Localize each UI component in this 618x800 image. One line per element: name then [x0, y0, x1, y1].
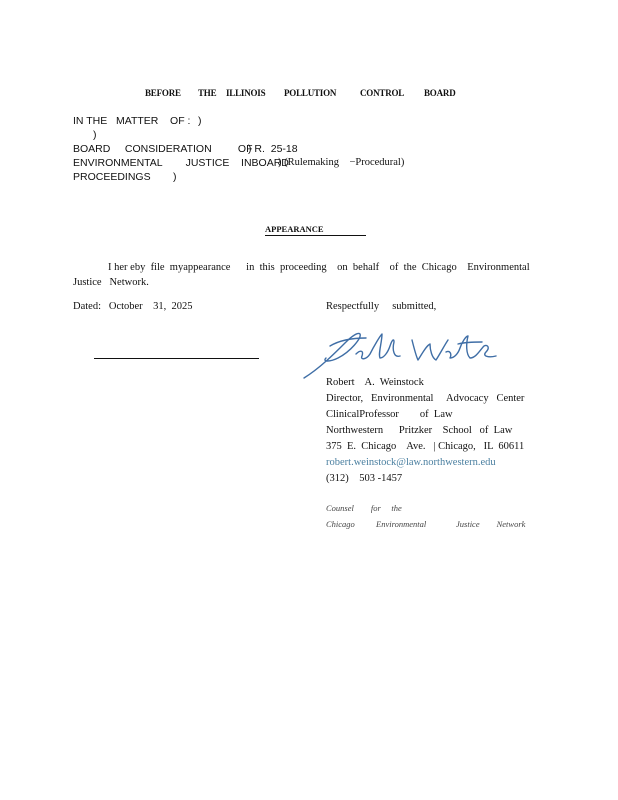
signer-email[interactable]: robert.weinstock@law.northwestern.edu [326, 457, 496, 468]
caption-rulemaking-type: ) (Rulemaking −Procedural) [278, 157, 405, 168]
signer-school: Northwestern Pritzker School of Law [326, 425, 513, 436]
heading-word-the: THE [198, 88, 217, 98]
signature-line [94, 358, 259, 359]
caption-line-board: BOARD CONSIDERATION OF [73, 143, 253, 155]
appearance-title: APPEARANCE [265, 224, 366, 236]
caption-docket-number: ) R. 25-18 [248, 143, 298, 155]
signer-name: Robert A. Weinstock [326, 377, 424, 388]
caption-paren-5: ) [173, 171, 177, 183]
signer-address: 375 E. Chicago Ave. | Chicago, IL 60611 [326, 441, 525, 452]
heading-word-illinois: ILLINOIS [226, 88, 266, 98]
counsel-line-2: Chicago Environmental Justice Network [326, 519, 526, 529]
caption-line-ej: ENVIRONMENTAL JUSTICE INBOARD [73, 157, 289, 169]
closing-line: Respectfully submitted, [326, 301, 437, 312]
heading-word-board: BOARD [424, 88, 456, 98]
signer-title-director: Director, Environmental Advocacy Center [326, 393, 525, 404]
body-line-1: I her eby file myappearance in this proceeding on behalf of the Chicago Environmental [108, 262, 530, 273]
signer-title-professor: ClinicalProfessor of Law [326, 409, 453, 420]
signer-phone: (312) 503 -1457 [326, 473, 403, 484]
body-line-2: Justice Network. [73, 277, 149, 288]
heading-word-pollution: POLLUTION [284, 88, 337, 98]
caption-line-matter: IN THE MATTER OF : [73, 115, 191, 127]
caption-paren-2: ) [93, 129, 97, 141]
dated-line: Dated: October 31, 2025 [73, 301, 193, 312]
caption-line-proceedings: PROCEEDINGS [73, 171, 151, 183]
caption-paren-1: ) [198, 115, 202, 127]
handwritten-signature [300, 328, 510, 382]
heading-word-before: BEFORE [145, 88, 181, 98]
heading-word-control: CONTROL [360, 88, 405, 98]
counsel-line-1: Counsel for the [326, 503, 402, 513]
